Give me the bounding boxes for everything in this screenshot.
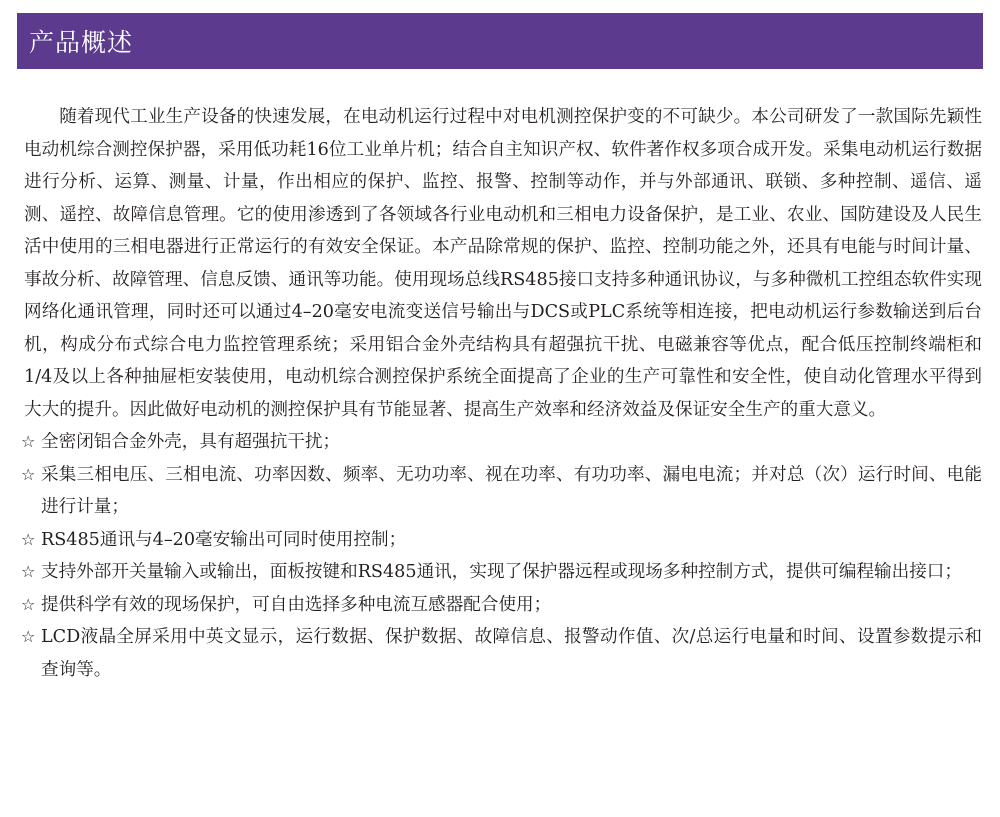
feature-item xyxy=(21,556,982,589)
star-bullet-icon: ☆ xyxy=(21,627,36,646)
feature-item xyxy=(21,621,982,686)
section-header xyxy=(17,13,983,69)
feature-text: 提供科学有效的现场保护，可自由选择多种电流互感器配合使用； xyxy=(41,594,552,615)
feature-item xyxy=(21,459,982,524)
star-bullet-icon: ☆ xyxy=(21,432,36,451)
feature-text: 全密闭铝合金外壳，具有超强抗干扰； xyxy=(41,432,341,452)
feature-item xyxy=(21,426,982,459)
section-title: 产品概述 xyxy=(29,28,134,57)
star-bullet-icon: ☆ xyxy=(21,464,36,484)
feature-text: 采集三相电压、三相电流、功率因数、频率、无功功率、视在功率、有功功率、漏电电流；并对总（次）运行时间、电能进行计量； xyxy=(41,464,982,517)
feature-text: 支持外部开关量输入或输出，面板按键和RS485通讯，实现了保护器远程或现场多种控制方式，提供可编程输出接口； xyxy=(41,562,962,582)
feature-list xyxy=(21,426,982,686)
feature-text: RS485通讯与4–20毫安输出可同时使用控制； xyxy=(41,529,407,550)
intro-paragraph: 随着现代工业生产设备的快速发展，在电动机运行过程中对电机测控保护变的不可缺少。本公司研发了一款国际先颖性电动机综合测控保护器，采用低功耗16位工业单片机；结合自主知识产权、软件著作权多项合成开发。采集电动机运行数据进行分析、运算、测量、计量，作出相应的保护、监控、报警、控制等动作，并与外部通讯、联锁、多种控制、遥信、遥测、遥控、故障信息管理。它的使用渗透到了各领域各行业电动机和三相电力设备保护，是工业、农业、国防建设及人民生活中使用的三相电器进行正常运行的有效安全保证。本产品除常规的保护、监控、控制功能之外，还具有电能与时间计量、事故分析、故障管理、信息反馈、通讯等功能。使用现场总线RS485接口支持多种通讯协议，与多种微机工控组态软件实现网络化通讯管理，同时还可以通过4–20毫安电流变送信号输出与DCS或PLC系统等相连接，把电动机运行参数输送到后台机，构成分布式综合电力监控管理系统；采用铝合金外壳结构具有超强抗干扰、电磁兼容等优点，配合低压控制终端柜和1/4及以上各种抽屉柜安装使用，电动机综合测控保护系统全面提高了企业的生产可靠性和安全性，使自动化管理水平得到大大的提升。因此做好电动机的测控保护具有节能显著、提高生产效率和经济效益及保证安全生产的重大意义。 xyxy=(24,107,982,420)
feature-text: LCD液晶全屏采用中英文显示，运行数据、保护数据、故障信息、报警动作值、次/总运行电量和时间、设置参数提示和查询等。 xyxy=(41,627,982,680)
feature-item xyxy=(21,524,982,557)
feature-item xyxy=(21,589,982,622)
star-bullet-icon: ☆ xyxy=(21,529,36,549)
star-bullet-icon: ☆ xyxy=(21,594,36,614)
star-bullet-icon: ☆ xyxy=(21,562,36,581)
product-overview-content xyxy=(21,101,982,686)
